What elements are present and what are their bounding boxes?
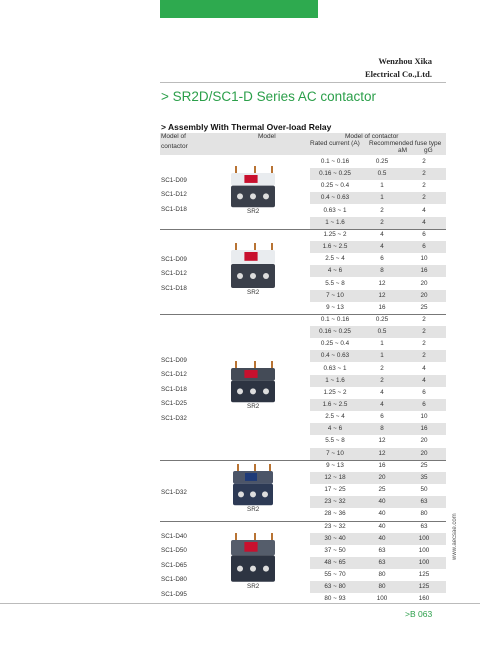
header-model: Model bbox=[258, 133, 276, 140]
fuse-am-cell: 63 bbox=[378, 558, 386, 566]
relay-model-label: SR2 bbox=[247, 402, 260, 410]
rated-current-cell: 7 ~ 10 bbox=[326, 449, 344, 457]
table-row bbox=[310, 302, 446, 314]
fuse-am-cell: 12 bbox=[378, 279, 386, 287]
table-row bbox=[310, 533, 446, 545]
rated-current-cell: 5.5 ~ 8 bbox=[325, 437, 345, 445]
fuse-gg-cell: 6 bbox=[422, 243, 426, 251]
rated-current-cell: 0.25 ~ 0.4 bbox=[320, 182, 350, 190]
fuse-am-cell: 40 bbox=[378, 522, 386, 530]
relay-image bbox=[229, 531, 281, 583]
contactor-model: SC1-D18 bbox=[161, 385, 187, 393]
table-row bbox=[310, 350, 446, 362]
fuse-am-cell: 0.25 bbox=[375, 158, 389, 165]
header-contactor: contactor bbox=[161, 143, 188, 150]
rated-current-cell: 12 ~ 18 bbox=[324, 473, 346, 481]
fuse-am-cell: 12 bbox=[378, 449, 386, 457]
table-row bbox=[310, 460, 446, 472]
fuse-gg-cell: 25 bbox=[420, 303, 428, 311]
rated-current-cell: 17 ~ 25 bbox=[324, 486, 346, 494]
table-row bbox=[310, 205, 446, 217]
header-gg: gG bbox=[424, 147, 433, 154]
table-row bbox=[310, 265, 446, 277]
table-row bbox=[310, 411, 446, 423]
fuse-am-cell: 100 bbox=[376, 595, 388, 603]
fuse-gg-cell: 2 bbox=[422, 315, 426, 323]
contactor-model: SC1-D32 bbox=[161, 414, 187, 422]
rated-current-cell: 1.6 ~ 2.5 bbox=[322, 401, 348, 408]
table-row bbox=[310, 338, 446, 350]
contactor-model: SC1-D12 bbox=[161, 270, 187, 278]
fuse-gg-cell: 125 bbox=[418, 571, 430, 579]
contactor-model: SC1-D95 bbox=[161, 590, 187, 598]
fuse-am-cell: 20 bbox=[378, 473, 386, 481]
company-line-1: Wenzhou Xika bbox=[378, 56, 432, 66]
table-row bbox=[310, 581, 446, 593]
fuse-am-cell: 16 bbox=[378, 303, 386, 311]
fuse-am-cell: 40 bbox=[378, 510, 386, 518]
fuse-am-cell: 0.5 bbox=[377, 328, 387, 336]
table-row bbox=[310, 569, 446, 581]
fuse-am-cell: 80 bbox=[378, 571, 386, 579]
table-row bbox=[310, 496, 446, 508]
table-row bbox=[310, 363, 446, 375]
fuse-am-cell: 4 bbox=[380, 388, 384, 396]
table-row bbox=[310, 314, 446, 326]
table-row bbox=[310, 180, 446, 192]
fuse-gg-cell: 100 bbox=[418, 534, 430, 542]
contactor-model: SC1-D12 bbox=[161, 191, 187, 199]
rated-current-cell: 48 ~ 65 bbox=[324, 558, 346, 566]
group-separator bbox=[160, 314, 446, 315]
fuse-am-cell: 40 bbox=[378, 534, 386, 542]
fuse-am-cell: 6 bbox=[380, 413, 384, 421]
section-title: > Assembly With Thermal Over-load Relay bbox=[161, 122, 332, 132]
header-am: aM bbox=[398, 147, 408, 154]
table-header bbox=[160, 133, 446, 155]
fuse-gg-cell: 6 bbox=[422, 388, 426, 396]
rated-current-cell: 23 ~ 32 bbox=[324, 498, 346, 506]
rated-current-cell: 30 ~ 40 bbox=[324, 534, 346, 542]
fuse-am-cell: 0.25 bbox=[375, 315, 389, 323]
rated-current-cell: 0.25 ~ 0.4 bbox=[320, 340, 350, 348]
fuse-am-cell: 4 bbox=[380, 230, 384, 238]
website-text: www.aecsae.com bbox=[452, 513, 458, 560]
fuse-gg-cell: 4 bbox=[422, 364, 426, 372]
fuse-am-cell: 1 bbox=[380, 352, 384, 360]
fuse-am-cell: 1 bbox=[380, 194, 384, 202]
fuse-gg-cell: 2 bbox=[422, 182, 426, 190]
fuse-gg-cell: 100 bbox=[418, 558, 430, 566]
fuse-gg-cell: 20 bbox=[420, 437, 428, 445]
table-row bbox=[310, 521, 446, 533]
fuse-am-cell: 63 bbox=[378, 546, 386, 554]
fuse-gg-cell: 63 bbox=[420, 498, 428, 506]
rated-current-cell: 80 ~ 93 bbox=[324, 595, 346, 603]
contactor-model: SC1-D18 bbox=[161, 284, 187, 292]
rated-current-cell: 0.1 ~ 0.16 bbox=[320, 315, 350, 323]
fuse-gg-cell: 50 bbox=[420, 486, 428, 494]
contactor-model: SC1-D09 bbox=[161, 356, 187, 364]
contactor-model: SC1-D40 bbox=[161, 532, 187, 540]
fuse-gg-cell: 35 bbox=[420, 473, 428, 481]
fuse-gg-cell: 2 bbox=[422, 328, 426, 336]
fuse-am-cell: 12 bbox=[378, 437, 386, 445]
contactor-model: SC1-D50 bbox=[161, 547, 187, 555]
fuse-am-cell: 4 bbox=[380, 401, 384, 408]
relay-image bbox=[231, 462, 279, 506]
company-name bbox=[365, 55, 432, 81]
rated-current-cell: 1.6 ~ 2.5 bbox=[322, 243, 348, 251]
series-title: > SR2D/SC1-D Series AC contactor bbox=[161, 89, 376, 104]
rated-current-cell: 28 ~ 36 bbox=[324, 510, 346, 518]
fuse-am-cell: 25 bbox=[378, 486, 386, 494]
fuse-gg-cell: 100 bbox=[418, 546, 430, 554]
rated-current-cell: 5.5 ~ 8 bbox=[325, 279, 345, 287]
fuse-gg-cell: 6 bbox=[422, 230, 426, 238]
table-row bbox=[310, 448, 446, 460]
header-rated-current: Rated current (A) bbox=[310, 140, 360, 147]
table-row bbox=[310, 545, 446, 557]
fuse-gg-cell: 80 bbox=[420, 510, 428, 518]
contactor-model: SC1-D25 bbox=[161, 400, 187, 408]
fuse-gg-cell: 4 bbox=[422, 218, 426, 226]
rated-current-cell: 0.16 ~ 0.25 bbox=[319, 170, 351, 178]
fuse-am-cell: 8 bbox=[380, 267, 384, 275]
fuse-am-cell: 16 bbox=[378, 461, 386, 469]
table-row bbox=[310, 557, 446, 569]
fuse-gg-cell: 2 bbox=[422, 158, 426, 165]
table-row bbox=[310, 399, 446, 411]
table-row bbox=[310, 326, 446, 338]
table-row bbox=[310, 241, 446, 253]
fuse-gg-cell: 16 bbox=[420, 267, 428, 275]
rated-current-cell: 0.1 ~ 0.16 bbox=[320, 158, 350, 165]
fuse-am-cell: 80 bbox=[378, 583, 386, 591]
contactor-model: SC1-D09 bbox=[161, 176, 187, 184]
rated-current-cell: 0.4 ~ 0.63 bbox=[320, 194, 350, 202]
fuse-am-cell: 1 bbox=[380, 340, 384, 348]
relay-image bbox=[229, 241, 281, 289]
relay-model-label: SR2 bbox=[247, 208, 260, 216]
contactor-model-list bbox=[161, 530, 187, 603]
header-green-bar bbox=[160, 0, 318, 18]
fuse-gg-cell: 160 bbox=[418, 595, 430, 603]
table-row bbox=[310, 168, 446, 180]
table-row bbox=[310, 278, 446, 290]
table-row bbox=[310, 375, 446, 387]
relay-model-label: SR2 bbox=[247, 289, 260, 297]
fuse-am-cell: 8 bbox=[380, 425, 384, 433]
relay-image bbox=[229, 359, 281, 403]
table-row bbox=[310, 508, 446, 520]
fuse-gg-cell: 2 bbox=[422, 352, 426, 360]
fuse-am-cell: 1 bbox=[380, 182, 384, 190]
fuse-am-cell: 2 bbox=[380, 376, 384, 384]
page-number: >B 063 bbox=[405, 609, 433, 619]
relay-model-label: SR2 bbox=[247, 506, 260, 514]
contactor-model: SC1-D09 bbox=[161, 255, 187, 263]
rated-current-cell: 1.25 ~ 2 bbox=[323, 388, 347, 396]
header-model-of: Model of bbox=[161, 133, 186, 140]
fuse-gg-cell: 20 bbox=[420, 291, 428, 299]
table-row bbox=[310, 472, 446, 484]
contactor-model: SC1-D12 bbox=[161, 371, 187, 379]
rated-current-cell: 1 ~ 1.6 bbox=[325, 218, 345, 226]
fuse-am-cell: 2 bbox=[380, 206, 384, 214]
fuse-gg-cell: 63 bbox=[420, 522, 428, 530]
table-row bbox=[310, 253, 446, 265]
group-separator bbox=[160, 521, 446, 522]
header-recommended-fuse: Recommended fuse type bbox=[369, 140, 442, 147]
contactor-model-list bbox=[161, 486, 187, 501]
table-row bbox=[310, 484, 446, 496]
rated-current-cell: 55 ~ 70 bbox=[324, 571, 346, 579]
fuse-am-cell: 2 bbox=[380, 218, 384, 226]
fuse-gg-cell: 16 bbox=[420, 425, 428, 433]
fuse-am-cell: 12 bbox=[378, 291, 386, 299]
fuse-gg-cell: 2 bbox=[422, 194, 426, 202]
rated-current-cell: 23 ~ 32 bbox=[324, 522, 346, 530]
contactor-model: SC1-D32 bbox=[161, 488, 187, 496]
fuse-gg-cell: 2 bbox=[422, 340, 426, 348]
fuse-gg-cell: 20 bbox=[420, 279, 428, 287]
relay-model-label: SR2 bbox=[247, 583, 260, 591]
rated-current-cell: 0.63 ~ 1 bbox=[323, 364, 347, 372]
rated-current-cell: 1.25 ~ 2 bbox=[323, 230, 347, 238]
fuse-gg-cell: 20 bbox=[420, 449, 428, 457]
rated-current-cell: 2.5 ~ 4 bbox=[325, 255, 345, 263]
table-row bbox=[310, 387, 446, 399]
fuse-am-cell: 40 bbox=[378, 498, 386, 506]
contactor-model: SC1-D18 bbox=[161, 205, 187, 213]
contactor-model-list bbox=[161, 354, 187, 427]
relay-image bbox=[229, 164, 281, 208]
rated-current-cell: 4 ~ 6 bbox=[327, 267, 343, 275]
company-line-2: Electrical Co.,Ltd. bbox=[364, 69, 432, 79]
header-model-of-contactor: Model of contactor bbox=[345, 133, 399, 140]
table-row bbox=[310, 217, 446, 229]
table-row bbox=[310, 423, 446, 435]
rated-current-cell: 4 ~ 6 bbox=[327, 425, 343, 433]
fuse-am-cell: 4 bbox=[380, 243, 384, 251]
footer-rule bbox=[0, 603, 480, 604]
rated-current-cell: 9 ~ 13 bbox=[326, 461, 344, 469]
contactor-model-list bbox=[161, 253, 187, 297]
header-rule bbox=[160, 82, 446, 83]
table-row bbox=[310, 156, 446, 168]
table-row bbox=[310, 229, 446, 241]
fuse-gg-cell: 10 bbox=[420, 255, 428, 263]
table-row bbox=[310, 192, 446, 204]
group-separator bbox=[160, 229, 446, 230]
table-row bbox=[310, 435, 446, 447]
rated-current-cell: 1 ~ 1.6 bbox=[325, 376, 345, 384]
fuse-gg-cell: 4 bbox=[422, 206, 426, 214]
fuse-gg-cell: 125 bbox=[418, 583, 430, 591]
fuse-gg-cell: 4 bbox=[422, 376, 426, 384]
fuse-am-cell: 0.5 bbox=[377, 170, 387, 178]
rated-current-cell: 9 ~ 13 bbox=[326, 303, 344, 311]
fuse-gg-cell: 25 bbox=[420, 461, 428, 469]
rated-current-cell: 0.4 ~ 0.63 bbox=[320, 352, 350, 360]
rated-current-cell: 0.16 ~ 0.25 bbox=[319, 328, 351, 336]
contactor-model-list bbox=[161, 174, 187, 218]
rated-current-cell: 7 ~ 10 bbox=[326, 291, 344, 299]
fuse-am-cell: 6 bbox=[380, 255, 384, 263]
fuse-am-cell: 2 bbox=[380, 364, 384, 372]
table-row bbox=[310, 290, 446, 302]
fuse-gg-cell: 10 bbox=[420, 413, 428, 421]
rated-current-cell: 2.5 ~ 4 bbox=[325, 413, 345, 421]
fuse-gg-cell: 2 bbox=[422, 170, 426, 178]
rated-current-cell: 63 ~ 80 bbox=[324, 583, 346, 591]
contactor-model: SC1-D65 bbox=[161, 561, 187, 569]
group-separator bbox=[160, 460, 446, 461]
rated-current-cell: 0.63 ~ 1 bbox=[323, 206, 347, 214]
fuse-gg-cell: 6 bbox=[422, 401, 426, 408]
rated-current-cell: 37 ~ 50 bbox=[324, 546, 346, 554]
contactor-model: SC1-D80 bbox=[161, 576, 187, 584]
